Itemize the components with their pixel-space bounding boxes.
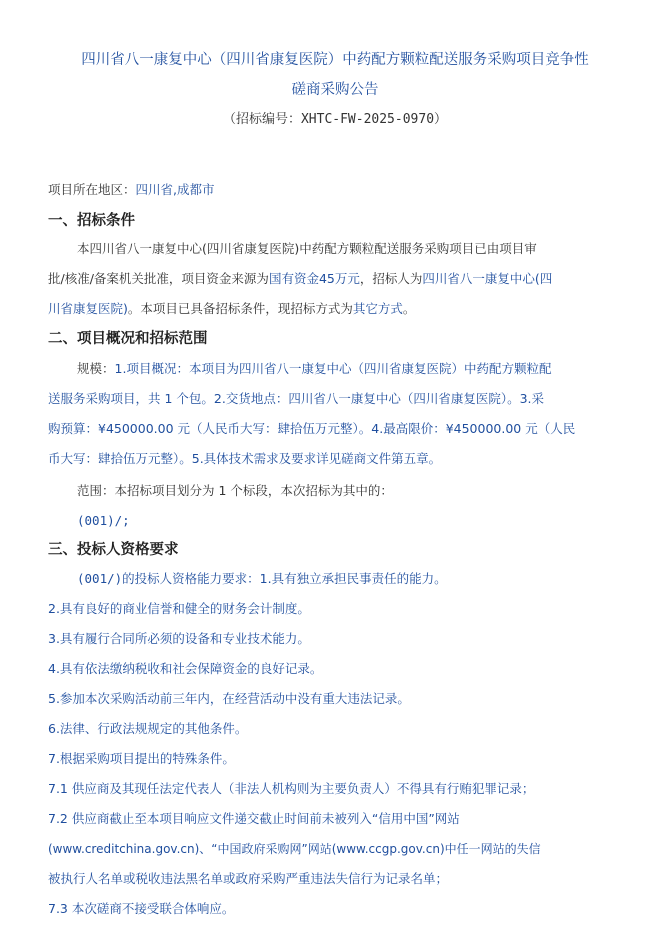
bid-number-prefix: （招标编号： [222, 112, 301, 127]
scale-text: 1.项目概况：本项目为四川省八一康复中心（四川省康复医院）中药配方颗粒配 [114, 361, 552, 376]
bid-number-suffix: ） [434, 112, 448, 127]
announcement-title-line2: 磋商采购公告 [291, 82, 379, 98]
requirement-7-3: 7.3 本次磋商不接受联合体响应。 [48, 901, 235, 916]
scope-label: 范围： [77, 483, 115, 498]
requirement-5: 5.参加本次采购活动前三年内，在经营活动中没有重大违法记录。 [48, 691, 410, 706]
lot-ref: (001/) [77, 571, 123, 586]
text-span: ，招标人为 [359, 271, 423, 286]
scale-line4: 币大写：肆拾伍万元整）。5.具体技术需求及要求详见磋商文件第五章。 [48, 451, 442, 466]
tenderer-name-cont: 川省康复医院) [48, 301, 128, 316]
text-span: 。本项目已具备招标条件，现招标方式为 [127, 301, 353, 316]
requirement-7-2-line3: 被执行人名单或税收违法黑名单或政府采购严重违法失信行为记录名单； [48, 871, 449, 886]
requirement-intro [77, 570, 667, 588]
scope-line [77, 482, 667, 500]
tenderer-name: 四川省八一康复中心(四 [422, 271, 553, 286]
bid-number [0, 111, 670, 129]
location-label: 项目所在地区： [48, 182, 136, 197]
requirement-7-2-line2: (www.creditchina.gov.cn)、“中国政府采购网”网站(www.ccgp.gov.cn)中任一网站的失信 [48, 842, 541, 856]
requirement-7: 7.根据采购项目提出的特殊条件。 [48, 751, 235, 766]
text-span: 。 [402, 301, 416, 316]
requirement-7-2-line1: 7.2 供应商截止至本项目响应文件递交截止时间前未被列入“信用中国”网站 [48, 811, 460, 826]
tender-method: 其它方式 [352, 301, 403, 316]
requirement-1: 的投标人资格能力要求：1.具有独立承担民事责任的能力。 [122, 571, 447, 586]
section3-heading: 三、投标人资格要求 [48, 542, 179, 558]
scale-line2: 送服务采购项目，共 1 个包。2.交货地点：四川省八一康复中心（四川省康复医院）。3.采 [48, 391, 545, 406]
scale-line3: 购预算：¥450000.00 元（人民币大写：肆拾伍万元整）。4.最高限价：¥450000.00 元（人民 [48, 421, 576, 436]
requirement-4: 4.具有依法缴纳税收和社会保障资金的良好记录。 [48, 661, 323, 676]
text-span: 批/核准/备案机关批准，项目资金来源为 [48, 271, 269, 286]
section1-para-line3 [48, 300, 638, 318]
location-value: 四川省,成都市 [135, 182, 215, 197]
bid-number-code: XHTC-FW-2025-0970 [300, 112, 435, 127]
scope-text: 本招标项目划分为 1 个标段，本次招标为其中的： [114, 483, 393, 498]
announcement-title-line1: 四川省八一康复中心（四川省康复医院）中药配方颗粒配送服务采购项目竞争性 [81, 52, 589, 68]
lot-code: (001)/; [77, 513, 130, 528]
requirement-7-1: 7.1 供应商及其现任法定代表人（非法人机构则为主要负责人）不得具有行贿犯罪记录； [48, 781, 535, 796]
requirement-6: 6.法律、行政法规规定的其他条件。 [48, 721, 248, 736]
funding-source: 国有资金45万元 [268, 271, 360, 286]
requirement-3: 3.具有履行合同所必须的设备和专业技术能力。 [48, 631, 310, 646]
scale-line1 [77, 360, 667, 378]
requirement-2: 2.具有良好的商业信誉和健全的财务会计制度。 [48, 601, 310, 616]
scale-label: 规模： [77, 361, 115, 376]
section1-heading: 一、招标条件 [48, 213, 135, 229]
section1-para-line2 [48, 270, 638, 288]
section1-para-line1: 本四川省八一康复中心(四川省康复医院)中药配方颗粒配送服务采购项目已由项目审 [77, 241, 537, 256]
section2-heading: 二、项目概况和招标范围 [48, 331, 208, 347]
project-location [48, 181, 638, 199]
